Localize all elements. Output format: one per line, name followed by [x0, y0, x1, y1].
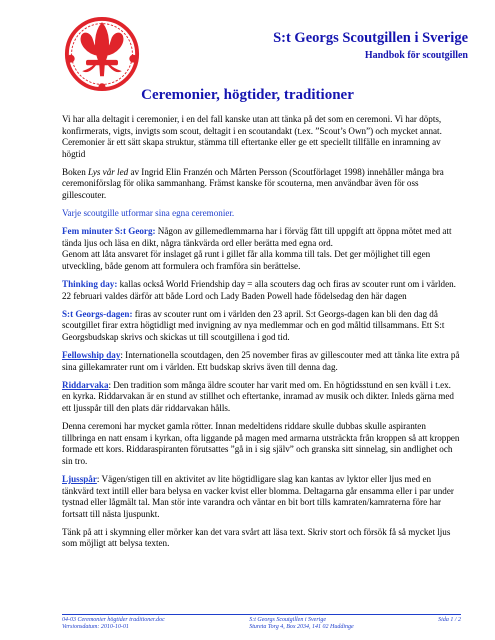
five-minutes-text-2: Genom att låta ansvaret för inslaget gå runt i gillet får alla komma till tals. Det ger möjlighet till egen utveckling, både genom att formulera och framföra sin berättelse. [62, 249, 431, 272]
riddarvaka-paragraph [62, 380, 461, 415]
page-footer [62, 614, 461, 632]
ljusspar-text: : Vägen/stigen till en aktivitet av lite högtidligare slag kan kantas av lyktor eller ljus med en tänkvärd text intill eller bara belysa en vacker kvist eller blomma. Deltagarna går ensamma eller i par under tystnad eller lågmält tal. Man stör inte varandra och väntar en bit bort tills kamraten/kamraterna före har fortsatt till nästa ljuspunkt. [62, 473, 454, 519]
st-georgs-day-text: firas av scouter runt om i världen den 23 april. S:t Georgs-dagen kan bli den dag då scoutgillet firar extra högtidligt med invigning av nya medlemmar och en god måltid tillsammans. Ett S:t Georgsbudskap skrivs och skickas ut till scoutgillena i god tid. [62, 308, 445, 342]
footer-version-date: Versionsdatum: 2010-10-01 [62, 624, 129, 631]
five-minutes-label: Fem minuter S:t Georg: [62, 226, 156, 237]
book-paragraph [62, 167, 461, 202]
scout-lily-logo [63, 15, 141, 93]
fellowship-day-label: Fellowship day [62, 350, 121, 361]
page-title: Ceremonier, högtider, traditioner [141, 87, 354, 103]
thinking-day-paragraph [62, 279, 461, 302]
footer-page-number: Sida 1 / 2 [438, 617, 461, 623]
thinking-day-label: Thinking day: [62, 279, 118, 290]
document-body [62, 114, 461, 557]
footer-address [249, 617, 354, 632]
organisation-name: S:t Georgs Scoutgillen i Sverige [273, 30, 468, 46]
intro-paragraph: Vi har alla deltagit i ceremonier, i en del fall kanske utan att tänka på det som en ceremoni. Vi har döpts, konfirmerats, vigts, invigts som scout, deltagit i en scoutandakt (t.ex. ”Scout’s Own”) och mycket annat. Ceremonier är ett sätt skapa struktur, stämma till eftertanke eller ge ett speciellt tillfälle en inramning av högtid [62, 114, 442, 159]
five-minutes-paragraph [62, 226, 461, 272]
header-organisation [273, 30, 468, 61]
book-title: Lys vår led [88, 166, 129, 177]
fellowship-day-paragraph [62, 350, 461, 373]
riddarvaka-text: : Den tradition som många äldre scouter har varit med om. En högtidsstund en sen kväll i t.ex. en kyrka. Riddarvakan är en stund av stillhet och eftertanke, inramad av musik och dikter. Inleds gärna med ett ljusspår till den plats där riddarvakan hålls. [62, 379, 454, 413]
thinking-day-text: kallas också World Friendship day = alla scouters dag och firas av scouter runt om i världen. 22 februari valdes därför att både Lord och Lady Baden Powell hade födelsedag den här dagen [62, 279, 456, 301]
footer-org-name: S:t Georgs Scoutgillen i Sverige [249, 617, 326, 623]
handbook-subtitle: Handbok för scoutgillen [364, 50, 468, 61]
ljusspar-label: Ljusspår [62, 473, 97, 484]
history-paragraph: Denna ceremoni har mycket gamla rötter. Innan medeltidens riddare skulle dubbas skulle aspiranten tillbringa en natt ensam i kyrkan, ofta liggande på magen med armarna utsträckta från kroppen så att kroppen formade ett kors. Riddaraspiranten förutsattes ”gå in i sig själv” och granska sitt sinnelag, sin andlighet och sin tro. [62, 421, 460, 466]
footer-street-address: Stureta Torg 4, Box 2034, 141 02 Huddinge [249, 624, 354, 631]
darkness-tip-paragraph: Tänk på att i skymning eller mörker kan det vara svårt att läsa text. Skriv stort och försök få så mycket ljus som möjligt att belysa texten. [62, 526, 451, 549]
five-minutes-text: Någon av gillemedlemmarna har i förväg fått till uppgift att öppna mötet med att tända ljus och läsa en dikt, några tänkvärda ord eller berätta med egna ord. [62, 226, 452, 248]
footer-document-info [62, 617, 165, 632]
st-georgs-day-label: S:t Georgs-dagen: [62, 308, 133, 319]
fellowship-day-text: : Internationella scoutdagen, den 25 november firas av gillescouter med att tänka lite extra på sina gillekamrater runt om i världen. Ett budskap skrivs även till denna dag. [62, 350, 460, 372]
ceremonies-note: Varje scoutgille utformar sina egna ceremonier. [62, 208, 235, 219]
st-georgs-day-paragraph [62, 309, 461, 344]
riddarvaka-label: Riddarvaka [62, 379, 109, 390]
book-text-a: Boken [62, 166, 89, 177]
footer-filename: 04-03 Ceremonier högtider traditioner.doc [62, 617, 165, 623]
ljusspar-paragraph [62, 474, 461, 520]
book-text-b: av Ingrid Elin Franzén och Mårten Persson (Scoutförlaget 1998) innehåller många bra ceremoniförslag för olika sammanhang. Främst kanske för scouterna, men användbar även för oss gillescouter. [62, 166, 444, 201]
